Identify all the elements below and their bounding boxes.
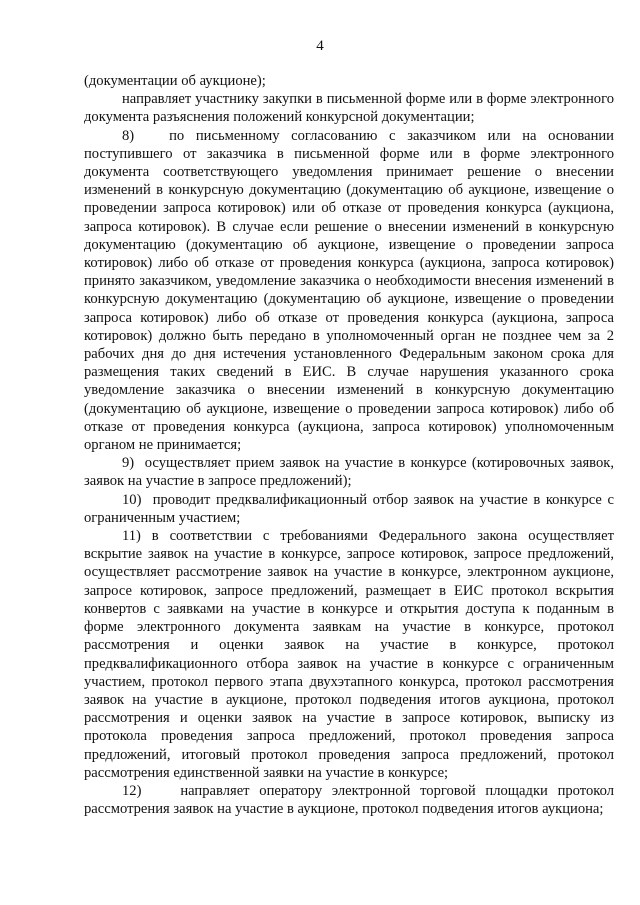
paragraph-item-12: 12) направляет оператору электронной торговой площадки протокол рассмотрения заявок на участие в аукционе, протокол подведения итогов аукциона;	[84, 782, 614, 818]
paragraph-clarifications: направляет участнику закупки в письменной форме или в форме электронного документа разъяснения положений конкурсной документации;	[84, 91, 614, 126]
page-number: 4	[316, 38, 324, 54]
paragraph-item-8: 8) по письменному согласованию с заказчиком или на основании поступившего от заказчика в письменной форме или в форме электронного документа соответствующего уведомления принимает решение о внесении изменений в конкурсную документацию (документацию об аукционе, извещение о проведении запроса котировок) или об отказе от проведения конкурса (аукциона, запроса котировок). В случае если решение о внесении изменений в конкурсную документацию (документацию об аукционе, извещение о проведении запроса котировок) либо об отказе от проведения конкурса (аукциона, запроса котировок) принято заказчиком, уведомление заказчика о необходимости внесения изменений в конкурсную документацию (документацию об аукционе, извещение о проведении запроса котировок) либо об отказе от проведения конкурса (аукциона, запроса котировок) должно быть передано в уполномоченный орган не позднее чем за 2 рабочих дня до дня истечения установленного Федеральным законом срока для размещения таких сведений в ЕИС. В случае нарушения указанного срока уведомление заказчика о внесении изменений в конкурсную документацию (документацию об аукционе, извещение о проведении запроса котировок) либо об отказе от проведения конкурса (аукциона, запроса котировок) уполномоченным органом не принимается;	[84, 127, 614, 454]
paragraph-item-11: 11) в соответствии с требованиями Федерального закона осуществляет вскрытие заявок на участие в конкурсе, запросе котировок, запросе предложений, осуществляет рассмотрение заявок на участие в конкурсе, электронном аукционе, запросе котировок, запросе предложений, размещает в ЕИС протокол вскрытия конвертов с заявками на участие в конкурсе и открытия доступа к поданным в форме электронного документа заявкам на участие в конкурсе, протокол рассмотрения и оценки заявок на участие в конкурсе, протокол предквалификационного отбора заявок на участие в конкурсе с ограниченным участием, протокол первого этапа двухэтапного конкурса, протокол рассмотрения заявок на участие в аукционе, протокол подведения итогов аукциона, протокол рассмотрения и оценки заявок на участие в запросе котировок, выписку из протокола проведения запроса предложений, протокол проведения запроса предложений, итоговый протокол проведения запроса предложений, протокол рассмотрения единственной заявки на участие в конкурсе;	[84, 528, 614, 781]
paragraph-continuation: (документации об аукционе);	[84, 73, 266, 89]
paragraph-item-9: 9) осуществляет прием заявок на участие в конкурсе (котировочных заявок, заявок на участие в запросе предложений);	[84, 455, 614, 490]
document-body	[84, 72, 614, 818]
paragraph-item-10: 10) проводит предквалификационный отбор заявок на участие в конкурсе с ограниченным участием;	[84, 491, 614, 526]
